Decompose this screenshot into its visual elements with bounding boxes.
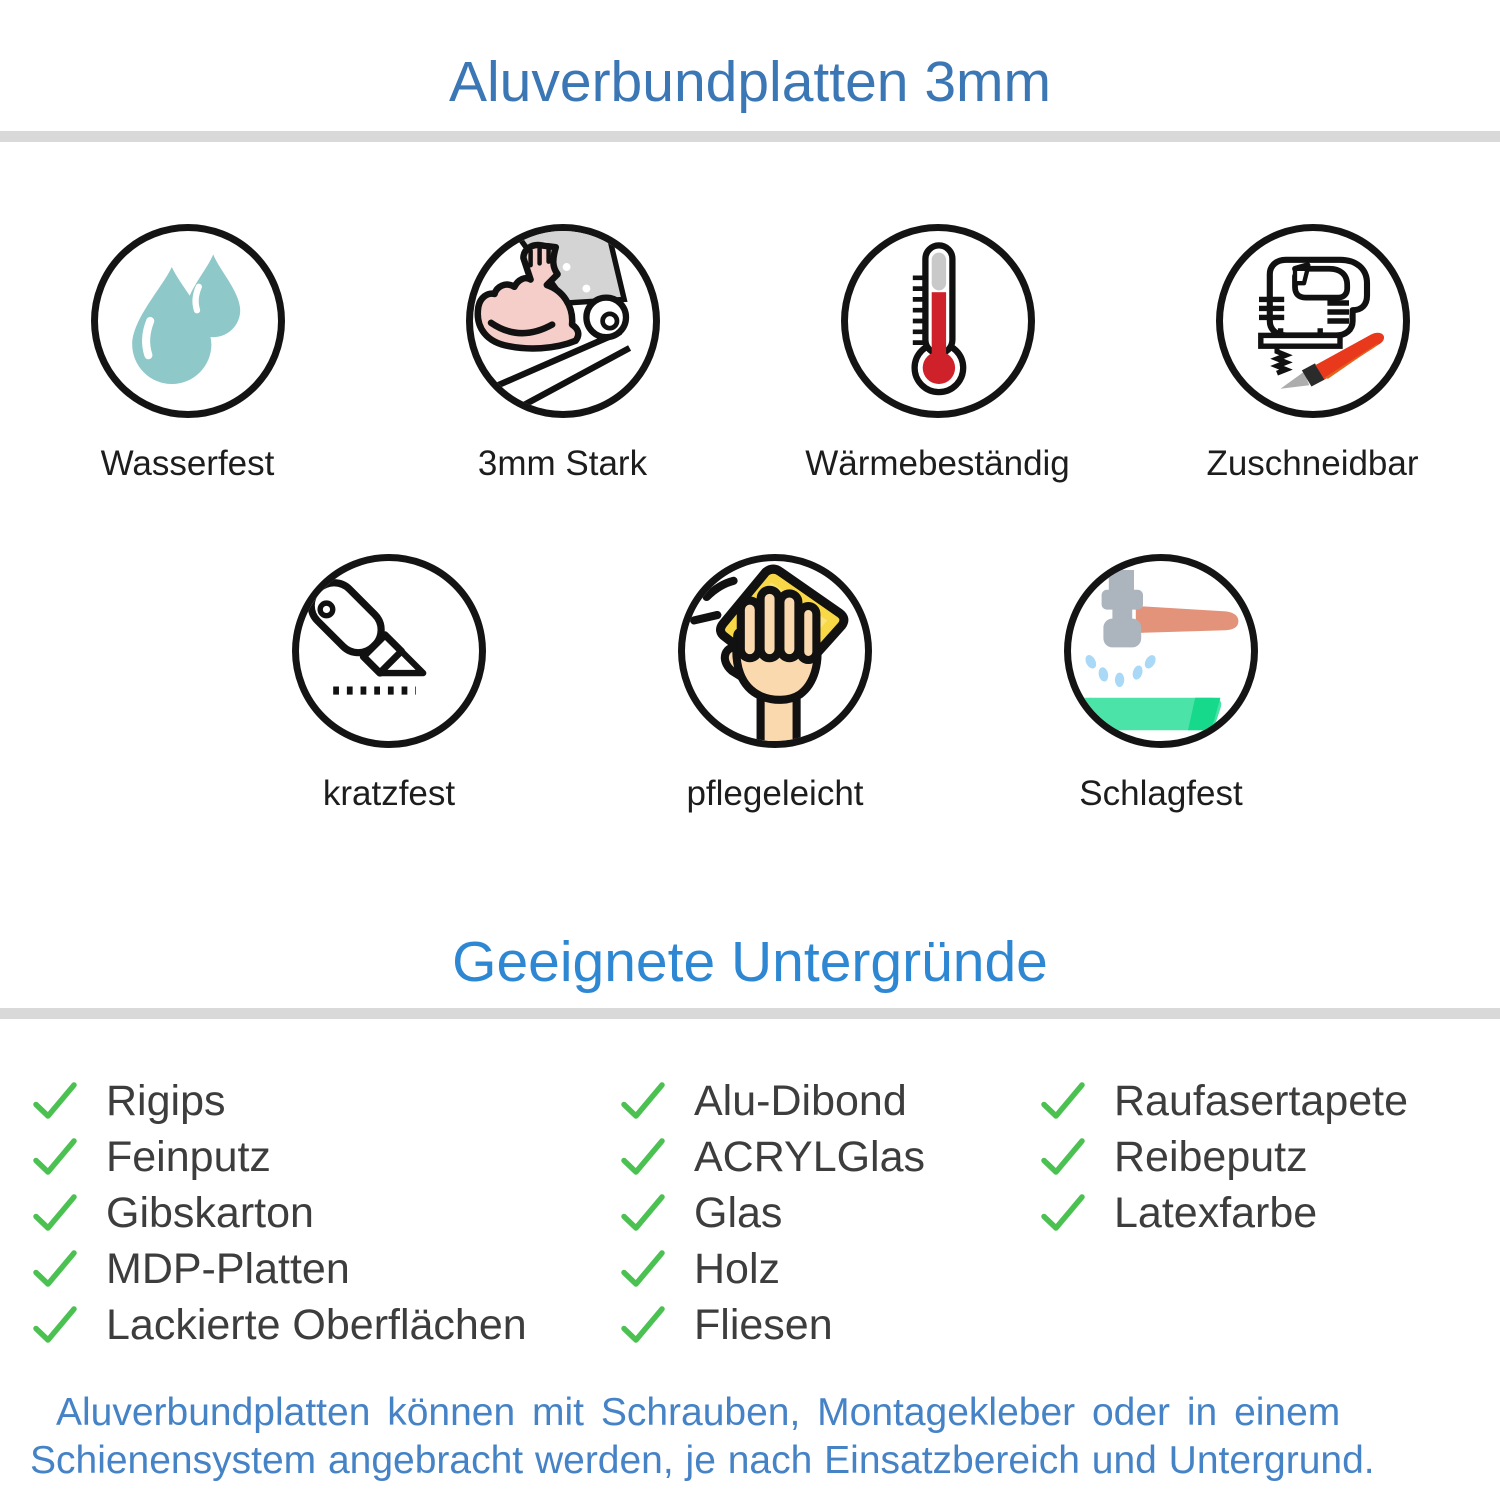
muscle-arm-panel-icon (466, 224, 660, 418)
page-title: Aluverbundplatten 3mm (448, 50, 1051, 114)
list-item (618, 1073, 1038, 1129)
feature-label: pflegeleicht (686, 774, 864, 813)
wiping-hand-icon (678, 554, 872, 748)
feature-label: Wasserfest (100, 444, 275, 483)
substrates-list (0, 1073, 1500, 1353)
feature-label: Zuschneidbar (1206, 444, 1419, 483)
item-label: Lackierte Oberflächen (106, 1300, 527, 1349)
feature-label: kratzfest (322, 774, 456, 813)
section-title: Geeignete Untergründe (452, 930, 1048, 994)
item-label: Glas (694, 1188, 783, 1237)
substrates-column-3 (1038, 1073, 1500, 1241)
item-label: Latexfarbe (1114, 1188, 1318, 1237)
checkmark-icon (618, 1244, 668, 1294)
feature-kratzfest (196, 554, 582, 814)
divider-top (0, 131, 1500, 142)
list-item (618, 1129, 1038, 1185)
list-item (30, 1129, 618, 1185)
list-item (30, 1185, 618, 1241)
thermometer-icon (841, 224, 1035, 418)
checkmark-icon (618, 1076, 668, 1126)
checkmark-icon (1038, 1132, 1088, 1182)
item-label: ACRYLGlas (694, 1132, 926, 1181)
item-label: Reibeputz (1114, 1132, 1308, 1181)
checkmark-icon (618, 1188, 668, 1238)
list-item (30, 1297, 618, 1353)
utility-knife-icon (292, 554, 486, 748)
list-item (30, 1241, 618, 1297)
checkmark-icon (30, 1188, 80, 1238)
checkmark-icon (618, 1132, 668, 1182)
checkmark-icon (30, 1132, 80, 1182)
feature-label: Schlagfest (1079, 774, 1243, 813)
list-item (618, 1185, 1038, 1241)
divider-middle (0, 1008, 1500, 1019)
item-label: Gibskarton (106, 1188, 314, 1237)
features-row-2 (0, 554, 1500, 814)
mounting-note (0, 1389, 1500, 1485)
features-row-1 (0, 224, 1500, 484)
feature-3mm-stark (383, 224, 743, 484)
checkmark-icon (30, 1244, 80, 1294)
checkmark-icon (618, 1300, 668, 1350)
item-label: MDP-Platten (106, 1244, 350, 1293)
feature-zuschneidbar (1133, 224, 1493, 484)
list-item (1038, 1129, 1500, 1185)
list-item (618, 1241, 1038, 1297)
list-item (1038, 1185, 1500, 1241)
mounting-note-line-2: Schienensystem angebracht werden, je nach Einsatzbereich und Untergrund. (30, 1439, 1375, 1482)
item-label: Feinputz (106, 1132, 271, 1181)
feature-label: 3mm Stark (477, 444, 648, 483)
list-item (30, 1073, 618, 1129)
hammer-impact-icon (1064, 554, 1258, 748)
jigsaw-cutter-icon (1216, 224, 1410, 418)
feature-waermebestaendig (758, 224, 1118, 484)
mounting-note-line-1: Aluverbundplatten können mit Schrauben, Montagekleber oder in einem (56, 1391, 1341, 1434)
item-label: Fliesen (694, 1300, 833, 1349)
checkmark-icon (30, 1300, 80, 1350)
item-label: Rigips (106, 1076, 226, 1125)
item-label: Raufasertapete (1114, 1076, 1409, 1125)
list-item (1038, 1073, 1500, 1129)
item-label: Holz (694, 1244, 781, 1293)
feature-schlagfest (968, 554, 1354, 814)
checkmark-icon (1038, 1076, 1088, 1126)
feature-label: Wärmebeständig (805, 444, 1070, 483)
water-drops-icon (91, 224, 285, 418)
item-label: Alu-Dibond (694, 1076, 907, 1125)
feature-wasserfest (8, 224, 368, 484)
list-item (618, 1297, 1038, 1353)
substrates-column-2 (618, 1073, 1038, 1353)
feature-pflegeleicht (582, 554, 968, 814)
checkmark-icon (1038, 1188, 1088, 1238)
checkmark-icon (30, 1076, 80, 1126)
substrates-column-1 (30, 1073, 618, 1353)
